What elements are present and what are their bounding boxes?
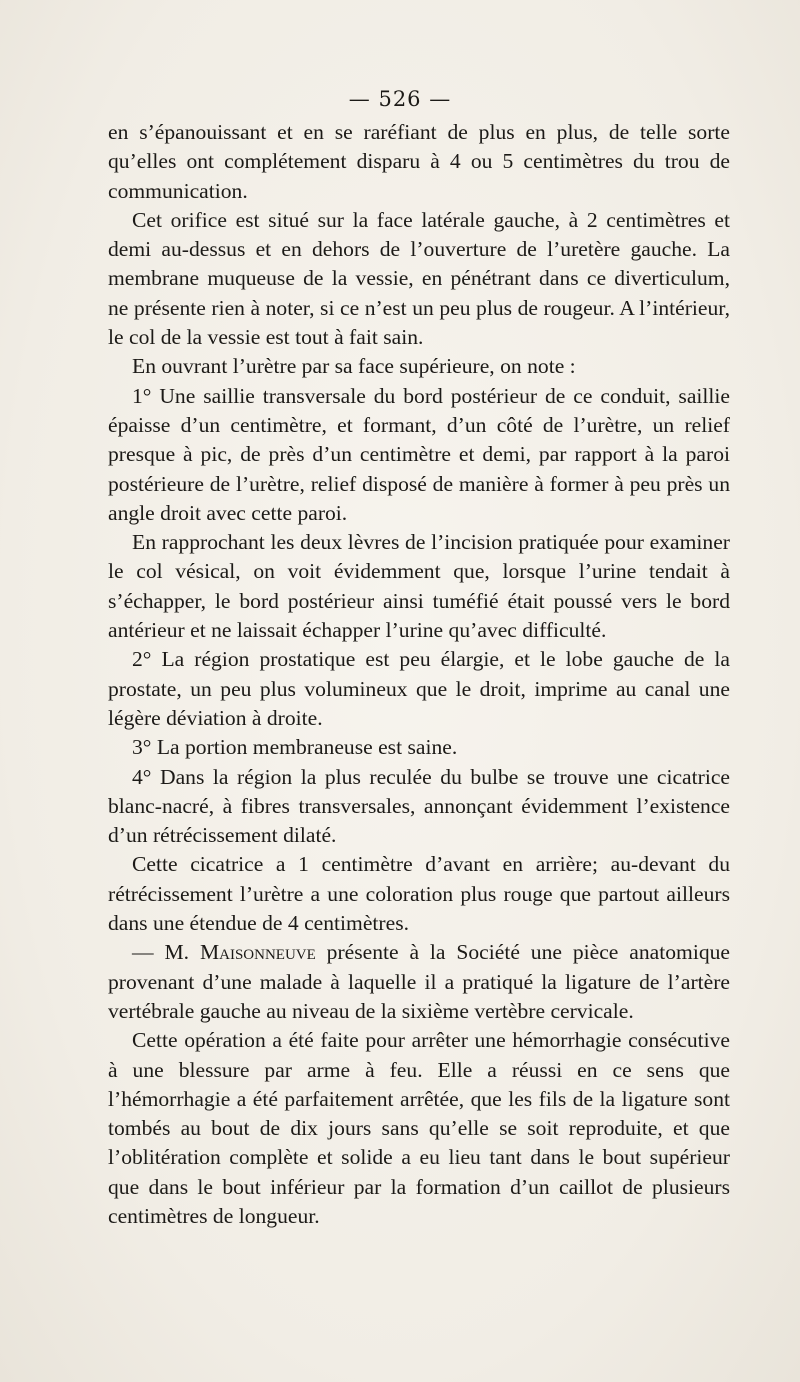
paragraph-item-4: 4° Dans la région la plus reculée du bulbe se trouve une cicatrice blanc-nacré, à fibres transversales, annonçant évidemment l’existence d’un rétrécissement dilaté. (108, 764, 730, 848)
paragraph-item-2: 2° La région prostatique est peu élargie, et le lobe gauche de la prostate, un peu plus volumineux que le droit, imprime au canal une légère déviation à droite. (108, 647, 730, 730)
maisonneuve-rest: présente à la Société une pièce anatomique provenant d’une malade à laquelle il a pratiqué la ligature de l’artère vertébrale gauche au niveau de la sixième vertèbre cervicale. (108, 940, 730, 1023)
paragraph-operation: Cette opération a été faite pour arrêter une hémorrhagie consécutive à une blessure par arme à feu. Elle a réussi en ce sens que l’hémorrhagie a été parfaitement arrêtée, que les fils de la ligature sont tombés au bout de dix jours sans qu’elle se soit reproduite, et que l’oblitération complète et solide a eu lieu tant dans le bout supérieur que dans le bout inférieur par la formation d’un caillot de plusieurs centimètres de longueur. (108, 1028, 730, 1228)
paragraph-maisonneuve (108, 938, 730, 1026)
author-name: Maisonneuve (199, 940, 316, 965)
body-text (108, 118, 730, 1231)
paragraph-uretre: En ouvrant l’urètre par sa face supérieure, on note : (132, 354, 576, 379)
paragraph-orifice: Cet orifice est situé sur la face latérale gauche, à 2 centimètres et demi au-dessus et en dehors de l’ouverture de l’uretère gauche. La membrane muqueuse de la vessie, en pénétrant dans ce diverticulum, ne présente rien à noter, si ce n’est un peu plus de rougeur. A l’intérieur, le col de la vessie est tout à fait sain. (108, 207, 730, 350)
paragraph-rapprochant: En rapprochant les deux lèvres de l’incision pratiquée pour examiner le col vésical, on voit évidemment que, lorsque l’urine tendait à s’échapper, le bord postérieur ainsi tuméfié était poussé vers le bord antérieur et ne laissait échapper l’urine qu’avec difficulté. (108, 530, 730, 643)
paragraph-item-1: 1° Une saillie transversale du bord postérieur de ce conduit, saillie épaisse d’un centimètre, et formant, d’un côté de l’urètre, un relief presque à pic, de près d’un centimètre et demi, par rapport à la paroi postérieure de l’urètre, relief disposé de manière à former à peu près un angle droit avec cette paroi. (108, 383, 730, 525)
paragraph-continuation: en s’épanouissant et en se raréfiant de plus en plus, de telle sorte qu’elles ont complétement disparu à 4 ou 5 centimètres du trou de communication. (108, 120, 730, 203)
paragraph-cicatrice: Cette cicatrice a 1 centimètre d’avant en arrière; au-devant du rétrécissement l’urètre a une coloration plus rouge que partout ailleurs dans une étendue de 4 centimètres. (108, 852, 730, 936)
page-number: — 526 — (348, 87, 452, 111)
maisonneuve-lead: — M. (132, 940, 200, 965)
paragraph-item-3: 3° La portion membraneuse est saine. (132, 735, 458, 760)
